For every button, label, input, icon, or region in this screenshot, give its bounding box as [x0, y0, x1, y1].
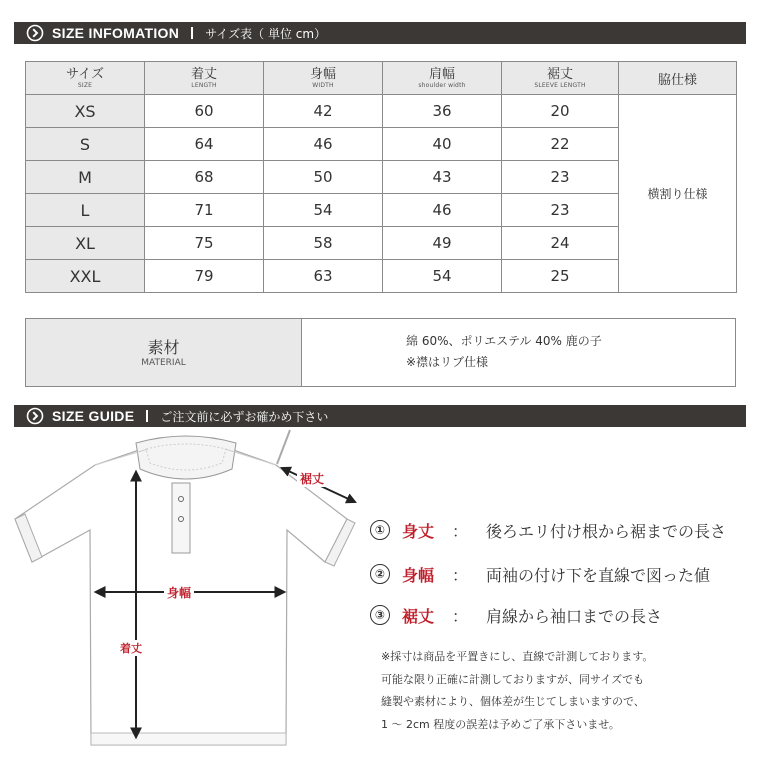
- guide-number: ③: [370, 605, 390, 625]
- size-info-header: [14, 22, 746, 44]
- sleeve-guide-line: [277, 430, 290, 464]
- side-spec-cell: 横割り仕様: [619, 95, 737, 293]
- width-cell: 46: [264, 128, 383, 161]
- note-line: 縫製や素材により、個体差が生じてしまいますので、: [381, 695, 645, 708]
- col-header-width: 身幅 WIDTH: [264, 62, 383, 95]
- guide-colon: ：: [452, 521, 469, 541]
- shoulder-cell: 49: [383, 227, 502, 260]
- note-line: 1 ～ 2cm 程度の誤差は予めご了承下さいませ。: [381, 717, 620, 731]
- note-line: ※採寸は商品を平置きにし、直線で計測しております。: [381, 650, 654, 663]
- col-header-side-spec: 脇仕様: [619, 62, 737, 95]
- length-cell: 64: [145, 128, 264, 161]
- length-cell: 75: [145, 227, 264, 260]
- width-cell: 63: [264, 260, 383, 293]
- size-cell: M: [26, 161, 145, 194]
- size-cell: XL: [26, 227, 145, 260]
- size-cell: XS: [26, 95, 145, 128]
- size-table: [25, 61, 737, 293]
- material-collar-note: ※襟はリブ仕様: [406, 355, 489, 369]
- width-label: 身幅: [164, 584, 194, 601]
- guide-term: 身幅: [402, 565, 435, 585]
- shoulder-cell: 43: [383, 161, 502, 194]
- size-info-subtitle: サイズ表（ 単位 cm）: [205, 26, 327, 41]
- guide-description: 両袖の付け下を直線で図った値: [486, 565, 711, 585]
- col-header-shoulder: 肩幅 shoulder width: [383, 62, 502, 95]
- width-cell: 42: [264, 95, 383, 128]
- material-composition: 綿 60%、ポリエステル 40% 鹿の子: [406, 334, 602, 348]
- shoulder-cell: 46: [383, 194, 502, 227]
- header-divider: [146, 410, 148, 422]
- size-guide-header: [14, 405, 746, 427]
- guide-item: [370, 516, 726, 544]
- chevron-circle-icon: [26, 407, 44, 425]
- width-cell: 54: [264, 194, 383, 227]
- guide-description: 肩線から袖口までの長さ: [486, 606, 663, 626]
- size-cell: XXL: [26, 260, 145, 293]
- header-divider: [191, 27, 193, 39]
- material-box: [25, 318, 736, 387]
- chevron-circle-icon: [26, 24, 44, 42]
- col-header-sleeve: 裾丈 SLEEVE LENGTH: [502, 62, 619, 95]
- size-table-header-row: [26, 62, 737, 95]
- shoulder-cell: 36: [383, 95, 502, 128]
- length-cell: 71: [145, 194, 264, 227]
- material-label-jp: 素材: [147, 337, 180, 357]
- size-cell: L: [26, 194, 145, 227]
- guide-term: 身丈: [402, 521, 435, 541]
- size-guide-subtitle: ご注文前に必ずお確かめ下さい: [160, 409, 329, 424]
- guide-number: ①: [370, 520, 390, 540]
- guide-item: [370, 560, 710, 588]
- sleeve-cell: 23: [502, 194, 619, 227]
- material-label: [26, 319, 302, 386]
- size-info-title: SIZE INFOMATION: [52, 25, 180, 41]
- width-cell: 50: [264, 161, 383, 194]
- material-description: [302, 319, 735, 386]
- sleeve-cell: 20: [502, 95, 619, 128]
- guide-item: [370, 601, 662, 629]
- table-row: [26, 95, 737, 128]
- guide-term: 裾丈: [402, 606, 435, 626]
- guide-description: 後ろエリ付け根から裾までの長さ: [486, 521, 727, 541]
- guide-colon: ：: [452, 565, 469, 585]
- sleeve-label: 裾丈: [297, 470, 327, 487]
- length-label: 着丈: [117, 640, 145, 656]
- length-cell: 60: [145, 95, 264, 128]
- col-header-length: 着丈 LENGTH: [145, 62, 264, 95]
- length-cell: 79: [145, 260, 264, 293]
- size-guide-title: SIZE GUIDE: [52, 408, 135, 424]
- material-label-en: MATERIAL: [141, 357, 186, 368]
- size-cell: S: [26, 128, 145, 161]
- sleeve-cell: 24: [502, 227, 619, 260]
- shoulder-cell: 54: [383, 260, 502, 293]
- length-cell: 68: [145, 161, 264, 194]
- hem-band: [91, 733, 286, 745]
- collar: [136, 436, 236, 479]
- sleeve-cell: 25: [502, 260, 619, 293]
- shoulder-cell: 40: [383, 128, 502, 161]
- width-cell: 58: [264, 227, 383, 260]
- note-line: 可能な限り正確に計測しておりますが、同サイズでも: [381, 672, 645, 686]
- sleeve-cell: 22: [502, 128, 619, 161]
- col-header-size: サイズ SIZE: [26, 62, 145, 95]
- placket: [172, 483, 190, 553]
- guide-colon: ：: [452, 606, 469, 626]
- guide-number: ②: [370, 564, 390, 584]
- sleeve-cell: 23: [502, 161, 619, 194]
- measurement-notes: [381, 646, 653, 736]
